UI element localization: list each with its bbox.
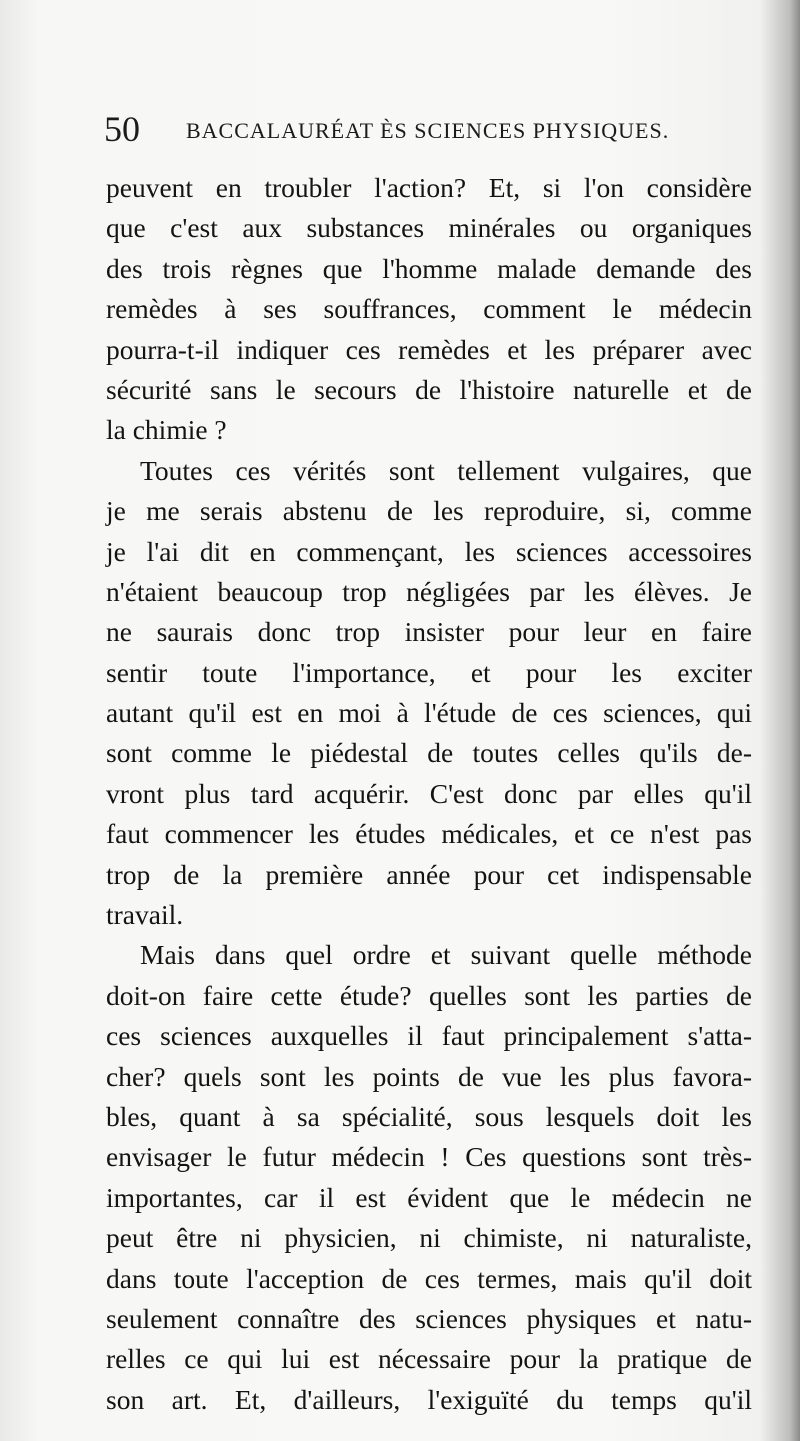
text-line: envisager le futur médecin ! Ces questions sont très- bbox=[106, 1141, 752, 1173]
text-line: vront plus tard acquérir. C'est donc par elles qu'il bbox=[106, 777, 752, 809]
text-line: relles ce qui lui est nécessaire pour la pratique de bbox=[106, 1343, 752, 1375]
text-line: autant qu'il est en moi à l'étude de ces sciences, qui bbox=[106, 697, 752, 729]
text-line: ne saurais donc trop insister pour leur en faire bbox=[106, 616, 752, 648]
text-line: Toutes ces vérités sont tellement vulgaires, que bbox=[140, 454, 752, 486]
page-header bbox=[104, 106, 764, 156]
text-line: travail. bbox=[106, 899, 184, 931]
text-line: sont comme le piédestal de toutes celles qu'ils de- bbox=[106, 737, 752, 769]
text-line: je me serais abstenu de les reproduire, si, comme bbox=[106, 495, 752, 527]
text-line: peut être ni physicien, ni chimiste, ni naturaliste, bbox=[106, 1222, 752, 1254]
text-line: n'étaient beaucoup trop négligées par les élèves. Je bbox=[106, 575, 752, 607]
page-number: 50 bbox=[104, 109, 140, 149]
text-line: seulement connaître des sciences physiques et natu- bbox=[106, 1302, 752, 1334]
text-line: des trois règnes que l'homme malade demande des bbox=[106, 252, 752, 284]
text-line: dans toute l'acception de ces termes, mais qu'il doit bbox=[106, 1262, 752, 1294]
text-line: importantes, car il est évident que le médecin ne bbox=[106, 1181, 752, 1213]
text-line: Mais dans quel ordre et suivant quelle méthode bbox=[140, 939, 752, 971]
text-line: faut commencer les études médicales, et ce n'est pas bbox=[106, 818, 752, 850]
text-line: je l'ai dit en commençant, les sciences accessoires bbox=[106, 535, 752, 567]
text-line: la chimie ? bbox=[106, 414, 227, 446]
text-line: remèdes à ses souffrances, comment le médecin bbox=[106, 293, 752, 325]
text-line: cher? quels sont les points de vue les plus favora- bbox=[106, 1060, 752, 1092]
text-line: pourra-t-il indiquer ces remèdes et les préparer avec bbox=[106, 333, 752, 365]
text-line: ces sciences auxquelles il faut principalement s'atta- bbox=[106, 1020, 752, 1052]
body-text bbox=[106, 168, 752, 1420]
text-line: doit-on faire cette étude? quelles sont les parties de bbox=[106, 979, 752, 1011]
running-title: BACCALAURÉAT ÈS SCIENCES PHYSIQUES. bbox=[186, 118, 670, 143]
text-line: bles, quant à sa spécialité, sous lesquels doit les bbox=[106, 1100, 752, 1132]
text-line: peuvent en troubler l'action? Et, si l'on considère bbox=[106, 172, 752, 203]
text-line: que c'est aux substances minérales ou organiques bbox=[106, 212, 752, 244]
text-line: sécurité sans le secours de l'histoire naturelle et de bbox=[106, 373, 752, 405]
text-line: sentir toute l'importance, et pour les exciter bbox=[106, 656, 752, 688]
text-line: trop de la première année pour cet indispensable bbox=[106, 858, 752, 890]
text-line: son art. Et, d'ailleurs, l'exiguïté du temps qu'il bbox=[106, 1383, 752, 1415]
